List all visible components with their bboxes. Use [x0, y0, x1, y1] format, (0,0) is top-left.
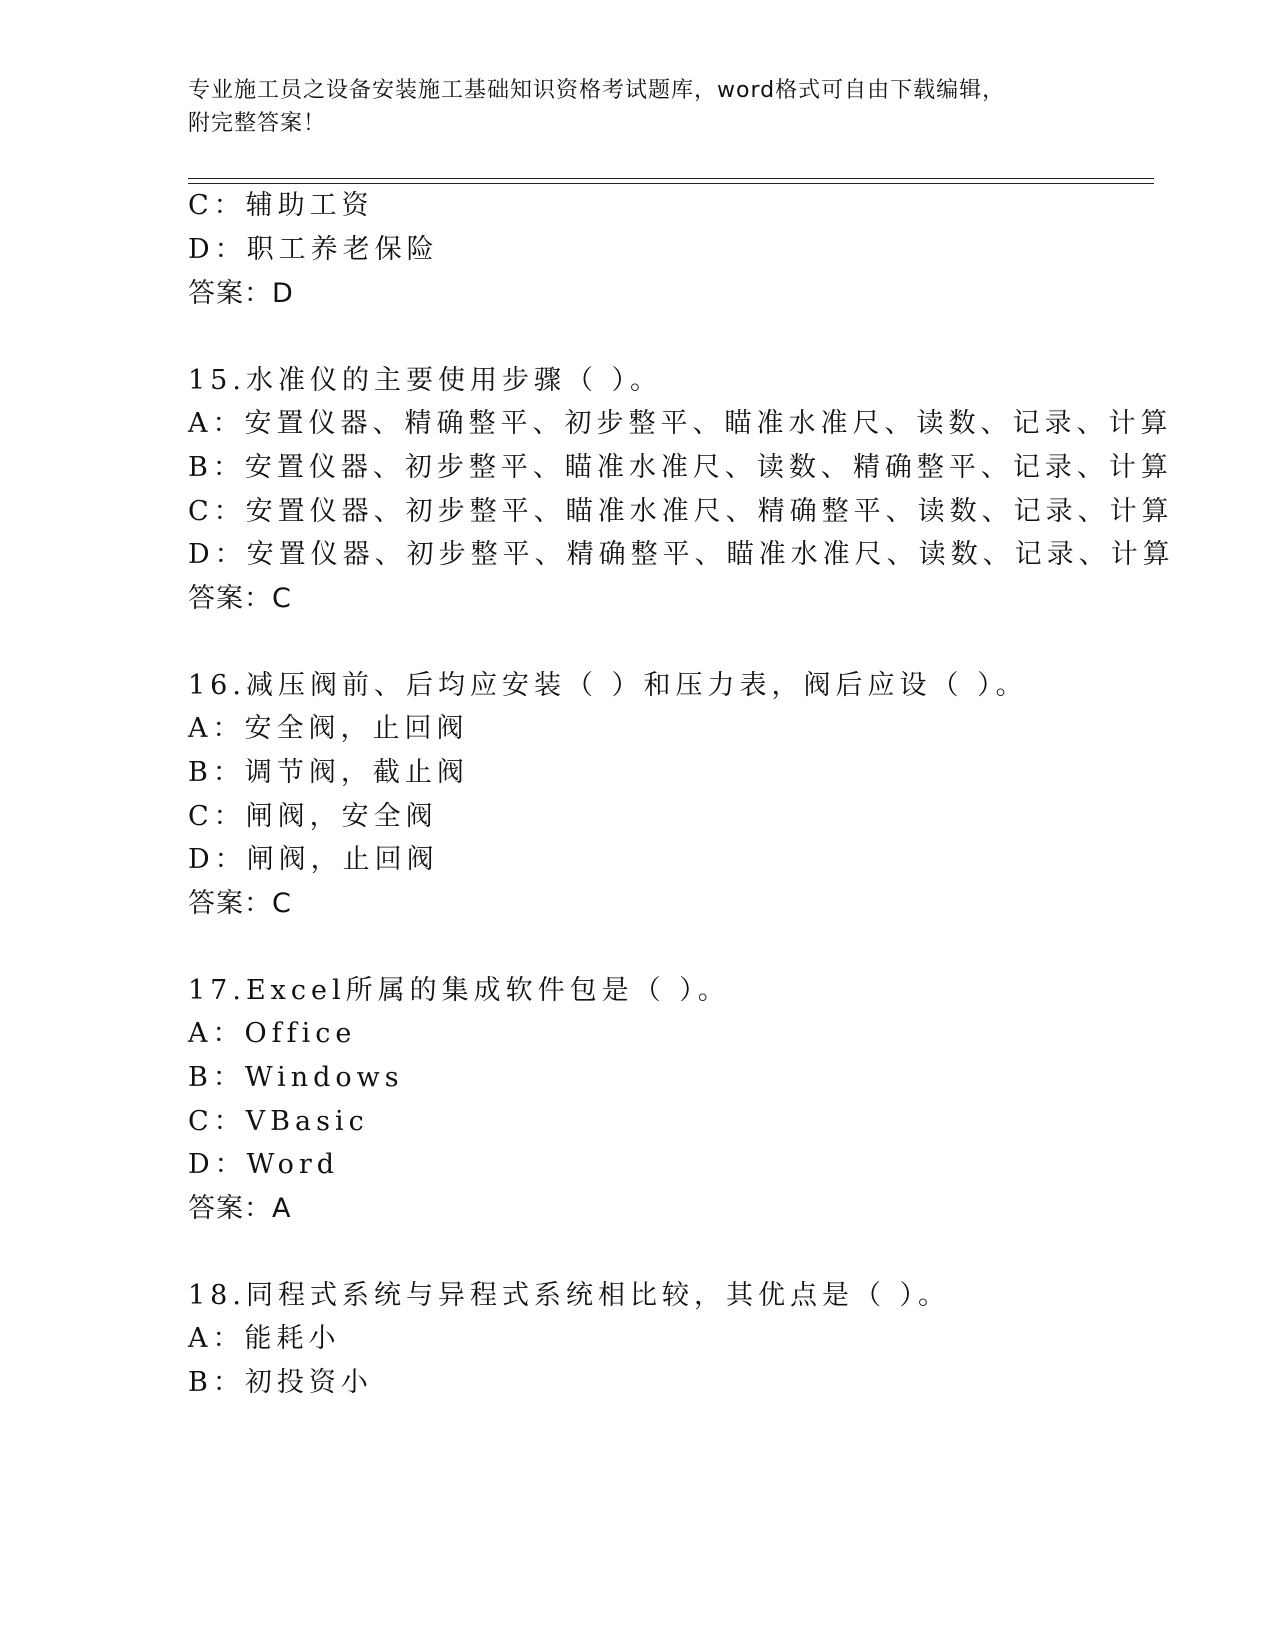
q16-option-b: B：调节阀，截止阀 [188, 757, 469, 788]
q16-option-a: A：安全阀，止回阀 [188, 713, 469, 744]
q17-answer: 答案：A [188, 1193, 292, 1224]
prev-option-d: D：职工养老保险 [188, 234, 439, 265]
q16-answer: 答案：C [188, 888, 292, 919]
q16-option-c: C：闸阀，安全阀 [188, 801, 438, 832]
q15-option-d: D：安置仪器、初步整平、精确整平、瞄准水准尺、读数、记录、计算 [188, 539, 1175, 570]
header-line-2: 附完整答案！ [188, 111, 327, 136]
q17-option-d: D：Word [188, 1149, 340, 1180]
header-line-1: 专业施工员之设备安装施工基础知识资格考试题库，word格式可自由下载编辑， [188, 78, 1006, 103]
q16-option-d: D：闸阀，止回阀 [188, 844, 439, 875]
q18-option-b: B：初投资小 [188, 1367, 373, 1398]
document-header [188, 74, 1088, 140]
prev-answer: 答案：D [188, 278, 294, 309]
q18-question: 18.同程式系统与异程式系统相比较，其优点是（ ）。 [188, 1280, 951, 1311]
q17-question: 17.Excel所属的集成软件包是（ ）。 [188, 975, 730, 1006]
q15-option-c: C：安置仪器、初步整平、瞄准水准尺、精确整平、读数、记录、计算 [188, 496, 1174, 527]
q17-option-b: B：Windows [188, 1062, 404, 1093]
q17-option-a: A：Office [188, 1018, 357, 1049]
prev-option-c: C：辅助工资 [188, 190, 374, 221]
q15-question: 15.水准仪的主要使用步骤（ ）。 [188, 365, 663, 396]
q15-option-a: A：安置仪器、精确整平、初步整平、瞄准水准尺、读数、记录、计算 [188, 408, 1173, 439]
header-divider-bottom [188, 183, 1154, 184]
q18-option-a: A：能耗小 [188, 1323, 341, 1354]
header-divider-top [188, 178, 1154, 179]
q15-option-b: B：安置仪器、初步整平、瞄准水准尺、读数、精确整平、记录、计算 [188, 452, 1173, 483]
q17-option-c: C：VBasic [188, 1106, 369, 1137]
q15-answer: 答案：C [188, 583, 292, 614]
q16-question: 16.减压阀前、后均应安装（ ）和压力表，阀后应设（ ）。 [188, 670, 1028, 701]
